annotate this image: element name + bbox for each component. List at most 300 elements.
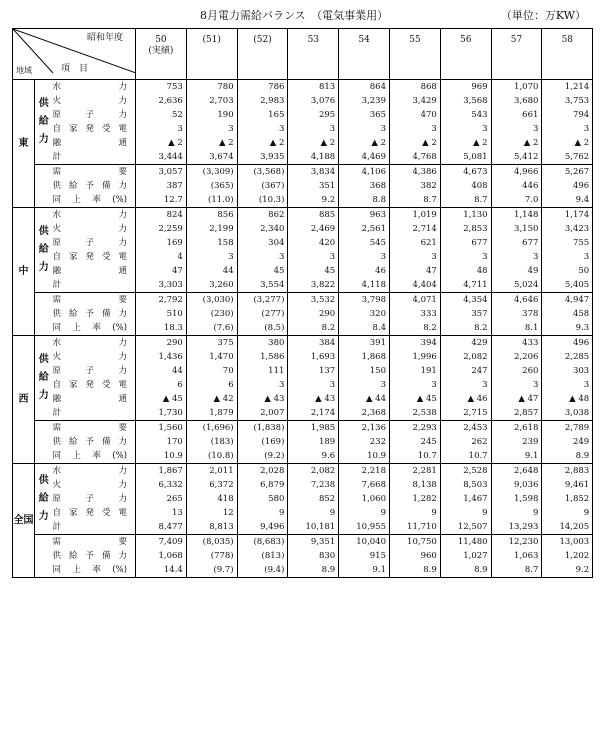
value-cell: 295: [288, 108, 339, 122]
value-cell: 433: [491, 336, 542, 351]
value-cell: 3,568: [440, 94, 491, 108]
row-label: 供給予備力: [52, 551, 128, 561]
value-cell: 8.7: [440, 193, 491, 208]
table-row: [13, 222, 593, 236]
value-cell: 8.9: [288, 563, 339, 578]
row-label: 供給予備力: [52, 309, 128, 319]
value-cell: 10,750: [390, 535, 441, 550]
value-cell: 3: [390, 250, 441, 264]
value-cell: 9: [288, 506, 339, 520]
row-label: 火力: [52, 480, 128, 490]
value-cell: 420: [288, 236, 339, 250]
value-cell: (9.2): [237, 449, 288, 464]
value-cell: 9,461: [542, 478, 593, 492]
year-header: 54: [339, 29, 390, 80]
value-cell: 3: [491, 378, 542, 392]
value-cell: 18.3: [136, 321, 187, 336]
year-header: 58: [542, 29, 593, 80]
table-row: [13, 236, 593, 250]
value-cell: 2,883: [542, 464, 593, 479]
value-cell: 262: [440, 435, 491, 449]
value-cell: ▲ 2: [237, 136, 288, 150]
table-row: [13, 80, 593, 95]
table-row: [13, 321, 593, 336]
value-cell: 9.2: [288, 193, 339, 208]
table-row: [13, 136, 593, 150]
table-row: [13, 549, 593, 563]
row-label: 原子力: [52, 494, 128, 504]
value-cell: 170: [136, 435, 187, 449]
value-cell: 3: [136, 122, 187, 136]
value-cell: ▲ 42: [186, 392, 237, 406]
value-cell: 3,303: [136, 278, 187, 293]
value-cell: ▲ 2: [339, 136, 390, 150]
value-cell: 52: [136, 108, 187, 122]
value-cell: ▲ 2: [288, 136, 339, 150]
table-row: [13, 122, 593, 136]
value-cell: (3,568): [237, 165, 288, 180]
value-cell: 2,368: [339, 406, 390, 421]
value-cell: 1,130: [440, 208, 491, 223]
value-cell: 8.8: [339, 193, 390, 208]
value-cell: 6: [186, 378, 237, 392]
value-cell: 10,040: [339, 535, 390, 550]
value-cell: 4,711: [440, 278, 491, 293]
value-cell: 2,082: [440, 350, 491, 364]
row-label: 需要: [53, 165, 136, 180]
year-header: 56: [440, 29, 491, 80]
year-header: 55: [390, 29, 441, 80]
value-cell: 2,007: [237, 406, 288, 421]
row-label: 自家発受電: [52, 252, 128, 262]
balance-spacer: [35, 535, 53, 578]
value-cell: 1,852: [542, 492, 593, 506]
table-row: [13, 278, 593, 293]
value-cell: ▲ 48: [542, 392, 593, 406]
table-row: [13, 435, 593, 449]
row-label: 供給予備力: [52, 437, 128, 447]
value-cell: 1,586: [237, 350, 288, 364]
value-cell: 2,983: [237, 94, 288, 108]
value-cell: 3: [288, 122, 339, 136]
value-cell: (9.4): [237, 563, 288, 578]
value-cell: 189: [288, 435, 339, 449]
header-region: 地域: [16, 66, 32, 76]
value-cell: (230): [186, 307, 237, 321]
value-cell: 3,822: [288, 278, 339, 293]
region-label: 中: [13, 208, 35, 336]
value-cell: ▲ 43: [237, 392, 288, 406]
value-cell: 6: [136, 378, 187, 392]
value-cell: 10.9: [339, 449, 390, 464]
year-header: 53: [288, 29, 339, 80]
table-row: [13, 492, 593, 506]
value-cell: 868: [390, 80, 441, 95]
table-row: [13, 208, 593, 223]
value-cell: 9.2: [542, 563, 593, 578]
row-label: 火力: [52, 96, 128, 106]
row-label: 水力: [53, 464, 136, 479]
table-row: [13, 563, 593, 578]
value-cell: 1,560: [136, 421, 187, 436]
row-label: 自家発受電: [52, 380, 128, 390]
value-cell: (3,277): [237, 293, 288, 308]
value-cell: 3: [237, 122, 288, 136]
value-cell: 3,057: [136, 165, 187, 180]
value-cell: 429: [440, 336, 491, 351]
value-cell: ▲ 47: [491, 392, 542, 406]
value-cell: 3: [542, 122, 593, 136]
value-cell: (3,309): [186, 165, 237, 180]
value-cell: (7.6): [186, 321, 237, 336]
value-cell: 5,762: [542, 150, 593, 165]
value-cell: 3: [491, 122, 542, 136]
table-row: [13, 378, 593, 392]
value-cell: (3,030): [186, 293, 237, 308]
value-cell: 1,693: [288, 350, 339, 364]
value-cell: 11,710: [390, 520, 441, 535]
year-header: (52): [237, 29, 288, 80]
row-label: 原子力: [52, 110, 128, 120]
value-cell: 753: [136, 80, 187, 95]
value-cell: 239: [491, 435, 542, 449]
value-cell: 158: [186, 236, 237, 250]
value-cell: (10.8): [186, 449, 237, 464]
value-cell: 9.1: [339, 563, 390, 578]
value-cell: 1,598: [491, 492, 542, 506]
value-cell: 9.1: [491, 449, 542, 464]
value-cell: 3: [288, 250, 339, 264]
value-cell: 2,174: [288, 406, 339, 421]
table-row: [13, 406, 593, 421]
value-cell: 4,404: [390, 278, 441, 293]
value-cell: 2,136: [339, 421, 390, 436]
value-cell: 4,386: [390, 165, 441, 180]
value-cell: 3,076: [288, 94, 339, 108]
supply-group-label: 供給力: [35, 464, 53, 535]
row-label: 原子力: [52, 238, 128, 248]
value-cell: 852: [288, 492, 339, 506]
value-cell: 677: [491, 236, 542, 250]
value-cell: 755: [542, 236, 593, 250]
value-cell: 10,955: [339, 520, 390, 535]
row-label: 同上率(%): [52, 195, 128, 205]
balance-spacer: [35, 421, 53, 464]
value-cell: 4,768: [390, 150, 441, 165]
value-cell: 2,789: [542, 421, 593, 436]
balance-table: [12, 28, 593, 578]
row-label: 同上率(%): [52, 565, 128, 575]
value-cell: 44: [136, 364, 187, 378]
value-cell: 303: [542, 364, 593, 378]
table-row: [13, 336, 593, 351]
table-row: [13, 535, 593, 550]
value-cell: 3: [440, 122, 491, 136]
value-cell: 661: [491, 108, 542, 122]
value-cell: 9,036: [491, 478, 542, 492]
table-row: [13, 150, 593, 165]
table-row: [13, 94, 593, 108]
row-label: 融通: [52, 394, 128, 404]
value-cell: 2,857: [491, 406, 542, 421]
value-cell: 2,715: [440, 406, 491, 421]
value-cell: 3: [186, 122, 237, 136]
value-cell: 4,106: [339, 165, 390, 180]
value-cell: 304: [237, 236, 288, 250]
value-cell: 3: [339, 378, 390, 392]
value-cell: 960: [390, 549, 441, 563]
value-cell: 4,118: [339, 278, 390, 293]
value-cell: 50: [542, 264, 593, 278]
value-cell: 3,834: [288, 165, 339, 180]
value-cell: 4,947: [542, 293, 593, 308]
value-cell: 446: [491, 179, 542, 193]
value-cell: ▲ 2: [440, 136, 491, 150]
value-cell: 7,238: [288, 478, 339, 492]
value-cell: 8.9: [390, 563, 441, 578]
value-cell: 9: [339, 506, 390, 520]
value-cell: 1,174: [542, 208, 593, 223]
value-cell: ▲ 2: [491, 136, 542, 150]
value-cell: 458: [542, 307, 593, 321]
value-cell: 2,293: [390, 421, 441, 436]
supply-group-label: 供給力: [35, 336, 53, 421]
value-cell: 9: [440, 506, 491, 520]
row-label: 計: [52, 408, 62, 418]
year-header: (51): [186, 29, 237, 80]
value-cell: 2,538: [390, 406, 441, 421]
row-label: 計: [52, 280, 62, 290]
supply-group-label: 供給力: [35, 208, 53, 293]
value-cell: 2,206: [491, 350, 542, 364]
value-cell: 2,011: [186, 464, 237, 479]
value-cell: 9: [542, 506, 593, 520]
value-cell: 3,444: [136, 150, 187, 165]
value-cell: ▲ 2: [136, 136, 187, 150]
table-row: [13, 520, 593, 535]
value-cell: 3: [440, 378, 491, 392]
value-cell: 2,340: [237, 222, 288, 236]
value-cell: 9.3: [542, 321, 593, 336]
value-cell: 3: [390, 122, 441, 136]
value-cell: 1,070: [491, 80, 542, 95]
value-cell: 9: [491, 506, 542, 520]
value-cell: 3: [339, 250, 390, 264]
balance-spacer: [35, 165, 53, 208]
value-cell: 7.0: [491, 193, 542, 208]
value-cell: 47: [136, 264, 187, 278]
row-label: 計: [52, 522, 62, 532]
value-cell: 621: [390, 236, 441, 250]
value-cell: 794: [542, 108, 593, 122]
value-cell: 1,202: [542, 549, 593, 563]
value-cell: 380: [237, 336, 288, 351]
value-cell: (9.7): [186, 563, 237, 578]
value-cell: 6,332: [136, 478, 187, 492]
value-cell: 382: [390, 179, 441, 193]
value-cell: 3: [491, 250, 542, 264]
value-cell: 7,409: [136, 535, 187, 550]
value-cell: 408: [440, 179, 491, 193]
value-cell: 3,935: [237, 150, 288, 165]
row-label: 同上率(%): [52, 451, 128, 461]
value-cell: 3: [542, 378, 593, 392]
value-cell: 4,188: [288, 150, 339, 165]
value-cell: 387: [136, 179, 187, 193]
table-row: [13, 264, 593, 278]
table-row: [13, 108, 593, 122]
value-cell: (8.5): [237, 321, 288, 336]
value-cell: 2,028: [237, 464, 288, 479]
value-cell: 9.4: [542, 193, 593, 208]
value-cell: 49: [491, 264, 542, 278]
balance-spacer: [35, 293, 53, 336]
value-cell: 10,181: [288, 520, 339, 535]
value-cell: 8.9: [542, 449, 593, 464]
value-cell: 3,150: [491, 222, 542, 236]
value-cell: 8.7: [491, 563, 542, 578]
value-cell: 368: [339, 179, 390, 193]
region-label: 全国: [13, 464, 35, 578]
value-cell: 470: [390, 108, 441, 122]
value-cell: 3: [440, 250, 491, 264]
value-cell: 1,148: [491, 208, 542, 223]
unit-label: （単位：万KW）: [500, 9, 586, 22]
value-cell: 45: [288, 264, 339, 278]
row-label: 需要: [53, 535, 136, 550]
value-cell: 8.2: [288, 321, 339, 336]
row-label: 原子力: [52, 366, 128, 376]
value-cell: 11,480: [440, 535, 491, 550]
value-cell: 2,648: [491, 464, 542, 479]
value-cell: 1,063: [491, 549, 542, 563]
value-cell: 333: [390, 307, 441, 321]
value-cell: 3,239: [339, 94, 390, 108]
value-cell: 5,405: [542, 278, 593, 293]
value-cell: 1,436: [136, 350, 187, 364]
value-cell: 47: [390, 264, 441, 278]
value-cell: 1,019: [390, 208, 441, 223]
value-cell: 3,532: [288, 293, 339, 308]
value-cell: 885: [288, 208, 339, 223]
value-cell: ▲ 44: [339, 392, 390, 406]
value-cell: 357: [440, 307, 491, 321]
value-cell: 5,024: [491, 278, 542, 293]
table-row: [13, 250, 593, 264]
value-cell: 2,703: [186, 94, 237, 108]
value-cell: (365): [186, 179, 237, 193]
value-cell: 391: [339, 336, 390, 351]
table-row: [13, 392, 593, 406]
table-body: [13, 80, 593, 578]
value-cell: 3: [390, 378, 441, 392]
value-cell: 45: [237, 264, 288, 278]
value-cell: 830: [288, 549, 339, 563]
value-cell: 191: [390, 364, 441, 378]
table-row: [13, 350, 593, 364]
value-cell: (10.3): [237, 193, 288, 208]
table-row: [13, 165, 593, 180]
value-cell: 290: [136, 336, 187, 351]
value-cell: 2,636: [136, 94, 187, 108]
row-label: 同上率(%): [52, 323, 128, 333]
row-label: 需要: [53, 421, 136, 436]
value-cell: 3,429: [390, 94, 441, 108]
value-cell: 1,879: [186, 406, 237, 421]
value-cell: 2,285: [542, 350, 593, 364]
value-cell: 3,674: [186, 150, 237, 165]
value-cell: 8.2: [440, 321, 491, 336]
value-cell: 2,259: [136, 222, 187, 236]
value-cell: 9,351: [288, 535, 339, 550]
value-cell: 2,792: [136, 293, 187, 308]
row-label: 需要: [53, 293, 136, 308]
value-cell: 12,507: [440, 520, 491, 535]
value-cell: 4,354: [440, 293, 491, 308]
value-cell: 2,561: [339, 222, 390, 236]
value-cell: 1,467: [440, 492, 491, 506]
value-cell: 862: [237, 208, 288, 223]
value-cell: 9,496: [237, 520, 288, 535]
row-label: 水力: [53, 208, 136, 223]
value-cell: 1,282: [390, 492, 441, 506]
value-cell: 4: [136, 250, 187, 264]
row-label: 融通: [52, 266, 128, 276]
value-cell: 1,985: [288, 421, 339, 436]
value-cell: 5,412: [491, 150, 542, 165]
value-cell: 232: [339, 435, 390, 449]
value-cell: 4,966: [491, 165, 542, 180]
value-cell: 375: [186, 336, 237, 351]
region-label: 西: [13, 336, 35, 464]
value-cell: 12.7: [136, 193, 187, 208]
value-cell: 2,281: [390, 464, 441, 479]
value-cell: 6,879: [237, 478, 288, 492]
value-cell: 824: [136, 208, 187, 223]
value-cell: ▲ 43: [288, 392, 339, 406]
value-cell: 5,081: [440, 150, 491, 165]
value-cell: 496: [542, 179, 593, 193]
row-label: 供給予備力: [52, 181, 128, 191]
value-cell: 1,027: [440, 549, 491, 563]
value-cell: 260: [491, 364, 542, 378]
value-cell: 394: [390, 336, 441, 351]
value-cell: ▲ 2: [390, 136, 441, 150]
value-cell: 8.4: [339, 321, 390, 336]
value-cell: 14.4: [136, 563, 187, 578]
value-cell: 111: [237, 364, 288, 378]
value-cell: (277): [237, 307, 288, 321]
value-cell: (11.0): [186, 193, 237, 208]
value-cell: 5,267: [542, 165, 593, 180]
value-cell: 3: [339, 122, 390, 136]
value-cell: 4,673: [440, 165, 491, 180]
row-label: 融通: [52, 138, 128, 148]
value-cell: 510: [136, 307, 187, 321]
value-cell: 10.9: [136, 449, 187, 464]
value-cell: 169: [136, 236, 187, 250]
value-cell: 543: [440, 108, 491, 122]
value-cell: 813: [288, 80, 339, 95]
table-row: [13, 364, 593, 378]
value-cell: 14,205: [542, 520, 593, 535]
value-cell: (367): [237, 179, 288, 193]
value-cell: 3: [186, 250, 237, 264]
value-cell: 2,853: [440, 222, 491, 236]
value-cell: 4,469: [339, 150, 390, 165]
value-cell: (169): [237, 435, 288, 449]
value-cell: 9.6: [288, 449, 339, 464]
